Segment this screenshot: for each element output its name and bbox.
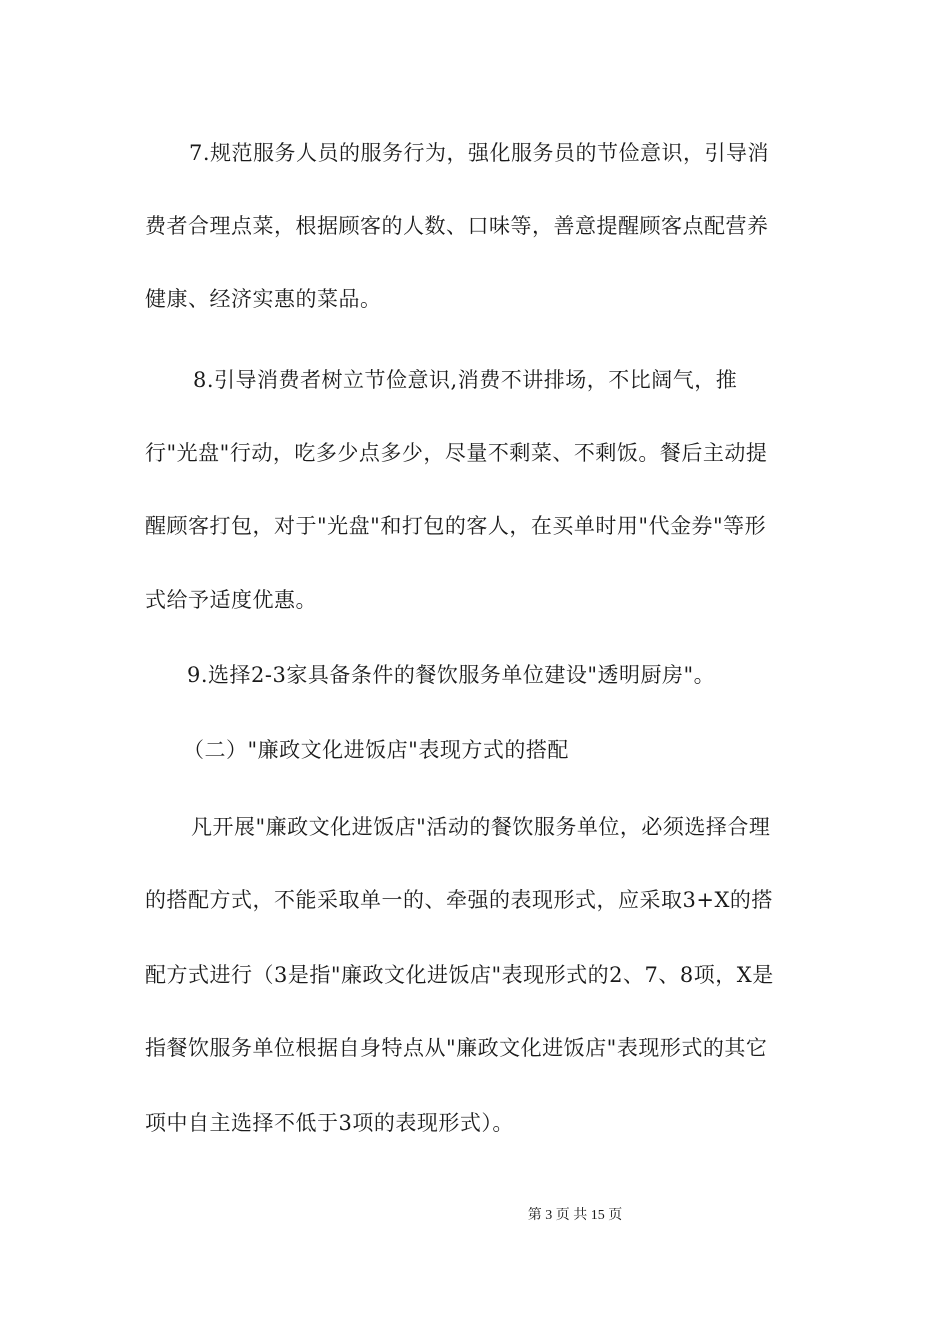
section-heading: （二）"廉政文化进饭店"表现方式的搭配 xyxy=(183,738,569,762)
paragraph-body-line-4: 指餐饮服务单位根据自身特点从"廉政文化进饭店"表现形式的其它 xyxy=(145,1036,768,1060)
paragraph-body-line-3: 配方式进行（3是指"廉政文化进饭店"表现形式的2、7、8项，X是 xyxy=(145,963,774,987)
paragraph-8-line-2: 行"光盘"行动，吃多少点多少，尽量不剩菜、不剩饭。餐后主动提 xyxy=(145,441,768,465)
paragraph-8-line-4: 式给予适度优惠。 xyxy=(145,588,317,612)
paragraph-7-line-2: 费者合理点菜，根据顾客的人数、口味等，善意提醒顾客点配营养 xyxy=(145,214,769,238)
page-number: 第 3 页 共 15 页 xyxy=(527,1208,623,1223)
paragraph-body-line-2: 的搭配方式，不能采取单一的、牵强的表现形式，应采取3+X的搭 xyxy=(145,888,773,912)
paragraph-7-line-3: 健康、经济实惠的菜品。 xyxy=(145,287,382,311)
paragraph-9-line-1: 9.选择2-3家具备条件的餐饮服务单位建设"透明厨房"。 xyxy=(187,663,716,687)
paragraph-8-line-1: 8.引导消费者树立节俭意识,消费不讲排场，不比阔气，推 xyxy=(193,368,738,392)
paragraph-7-line-1: 7.规范服务人员的服务行为，强化服务员的节俭意识，引导消 xyxy=(189,141,770,165)
paragraph-body-line-5: 项中自主选择不低于3项的表现形式）。 xyxy=(145,1111,514,1135)
paragraph-8-line-3: 醒顾客打包，对于"光盘"和打包的客人，在买单时用"代金券"等形 xyxy=(145,514,767,538)
page-footer xyxy=(0,1206,950,1226)
paragraph-body-line-1: 凡开展"廉政文化进饭店"活动的餐饮服务单位，必须选择合理 xyxy=(191,815,771,839)
